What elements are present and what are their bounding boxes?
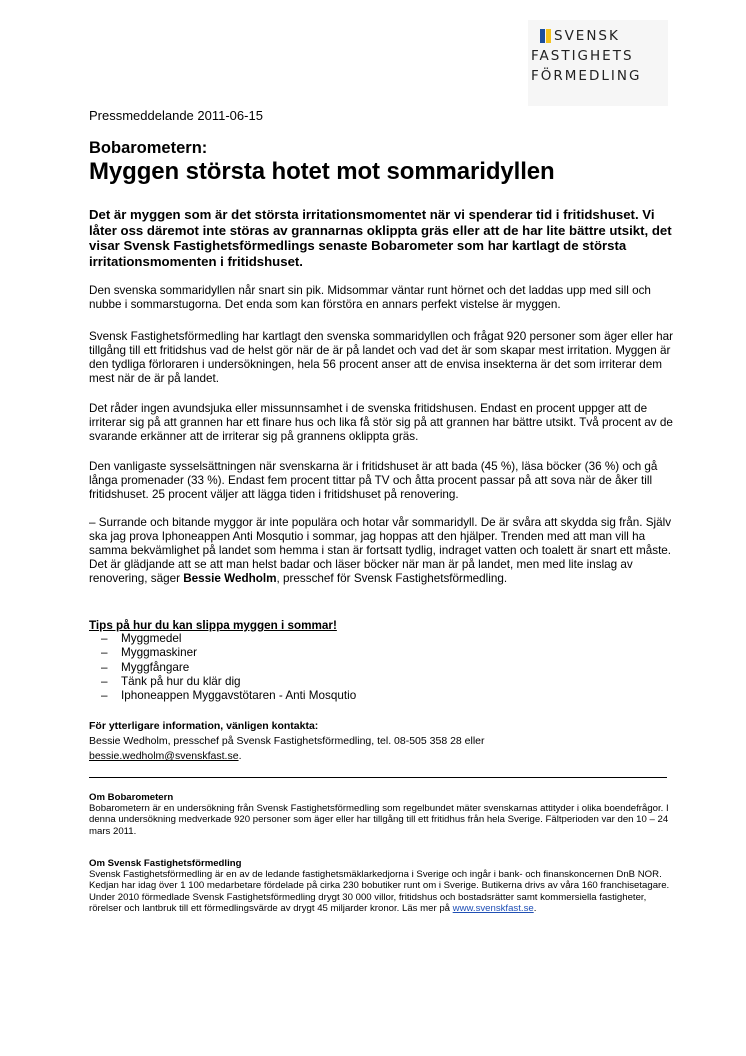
contact-email-row: [89, 749, 649, 764]
list-dash: –: [101, 660, 108, 674]
list-item-label: Myggmedel: [121, 632, 182, 645]
contact-block: [89, 734, 649, 764]
logo-line-3: FÖRMEDLING: [531, 68, 642, 84]
list-item: [89, 675, 356, 689]
logo-line-1: SVENSK: [554, 28, 620, 44]
tips-list: [89, 632, 356, 703]
list-item: [89, 632, 356, 646]
list-item: [89, 646, 356, 660]
list-item: [89, 661, 356, 675]
quote-paragraph: [89, 516, 674, 586]
list-item: [89, 689, 356, 703]
contact-heading: För ytterligare information, vänligen kontakta:: [89, 720, 319, 732]
quote-speaker: Bessie Wedholm: [183, 572, 277, 585]
list-dash: –: [101, 632, 108, 645]
list-item-label: Myggmaskiner: [121, 646, 197, 660]
body-paragraph-4: Den vanligaste sysselsättningen när svenskarna är i fritidshuset är att bada (45 %), läsa böcker (36 %) och gå långa promenader (33 %). Endast fem procent tittar på TV och åtta procent passar på att sova när de åker till fritidshuset. 25 procent väljer att lägga tiden i fritidshuset på renovering.: [89, 460, 658, 501]
contact-email-suffix: .: [238, 750, 242, 762]
swedish-flag-icon: [540, 29, 551, 43]
list-item-label: Tänk på hur du klär dig: [121, 674, 241, 688]
company-logo: [528, 20, 668, 106]
about-barometer-text: Bobarometern är en undersökning från Svensk Fastighetsförmedling som regelbundet mäter svenskarnas attityder i olika boendefrågor. I denna undersökning medverkade 920 personer som äger eller har tillgång till ett fritidhus från hela Sverige. Fältperioden var den 10 – 24 mars 2011.: [89, 803, 669, 837]
quote-text: – Surrande och bitande myggor är inte populära och hotar vår sommaridyll. De är svåra att skydda sig från. Själv ska jag prova Iphoneappen Anti Mosqutio i sommar, jag hoppas att den hjälper. Trenden med att man vill ha samma bekvämlighet på landet som hemma i stan är fortsatt tydlig, indraget vatten och toalett är snart ett måste. Det är glädjande att se att man helst badar och läser böcker när man är på landet, men med lite inslag av renovering, säger: [89, 516, 672, 585]
list-dash: –: [101, 646, 108, 660]
about-company-suffix: .: [533, 902, 537, 914]
about-company-heading: Om Svensk Fastighetsförmedling: [89, 858, 242, 869]
website-link[interactable]: www.svenskfast.se: [452, 902, 534, 914]
logo-line-2: FASTIGHETS: [531, 48, 634, 64]
about-company-text: Svensk Fastighetsförmedling är en av de ledande fastighetsmäklarkedjorna i Sverige och ingår i bank- och finanskoncernen DnB NOR. Kedjan har idag över 1 100 medarbetare fördelade på cirka 230 bobutiker runt om i Sverige. Butikerna drivs av våra 160 franchisetagare. Under 2010 förmedlade Svensk Fastighetsförmedling drygt 30 000 villor, fritidshus och bostadsrätter samt kommersiella fastigheter, rörelser och lantbruk till ett förmedlingsvärde av drygt 45 miljarder kronor. Läs mer på: [89, 869, 670, 914]
flag-yellow-stripe: [546, 29, 551, 43]
kicker-heading: Bobarometern:: [89, 139, 208, 157]
list-dash: –: [101, 674, 108, 688]
press-release-date: Pressmeddelande 2011-06-15: [89, 108, 263, 123]
lead-paragraph: Det är myggen som är det största irritationsmomentet när vi spenderar tid i fritidshuset. Vi låter oss däremot inte störas av grannarnas oklippta gräs eller att de har lite bättre utsikt, det visar Svensk Fastighetsförmedlings senaste Bobarometer som har kartlagt de största irritationsmomenten i fritidshuset.: [89, 207, 672, 269]
about-company-block: [89, 869, 674, 914]
contact-line: Bessie Wedholm, presschef på Svensk Fastighetsförmedling, tel. 08-505 358 28 eller: [89, 735, 485, 747]
body-paragraph-1: Den svenska sommaridyllen når snart sin pik. Midsommar väntar runt hörnet och det laddas upp med sill och nubbe i sommarstugorna. Det enda som kan förstöra en annars perfekt vistelse är myggen.: [89, 284, 651, 311]
contact-email-link[interactable]: bessie.wedholm@svenskfast.se: [89, 750, 239, 762]
body-paragraph-2: Svensk Fastighetsförmedling har kartlagt den svenska sommaridyllen och frågat 920 personer som äger eller har tillgång till ett fritidshus vad de helst gör när de är på landet och vad det är som skapar mest irritation. Myggen är den tydliga förloraren i undersökningen, hela 56 procent anser att de envisa insekterna är det som irriterar dem mest när de är på landet.: [89, 330, 674, 385]
list-item-label: Iphoneappen Myggavstötaren - Anti Mosqutio: [121, 689, 357, 703]
list-item-label: Myggfångare: [121, 660, 190, 674]
body-paragraph-3: Det råder ingen avundsjuka eller missunnsamhet i de svenska fritidshusen. Endast en procent uppger att de irriterar sig på att grannen har ett finare hus och lika få stör sig på att grannen har bättre utsikt. Två procent av de svarande erkänner att de irriterar sig på grannens oklippta gräs.: [89, 402, 673, 443]
list-dash: –: [101, 689, 108, 703]
page-title: Myggen största hotet mot sommaridyllen: [89, 158, 555, 185]
tips-heading: Tips på hur du kan slippa myggen i sommar!: [89, 619, 337, 632]
quote-speaker-title: , presschef för Svensk Fastighetsförmedling.: [276, 572, 508, 585]
flag-blue-stripe: [540, 29, 545, 43]
section-divider: [89, 777, 667, 778]
about-barometer-heading: Om Bobarometern: [89, 792, 174, 803]
